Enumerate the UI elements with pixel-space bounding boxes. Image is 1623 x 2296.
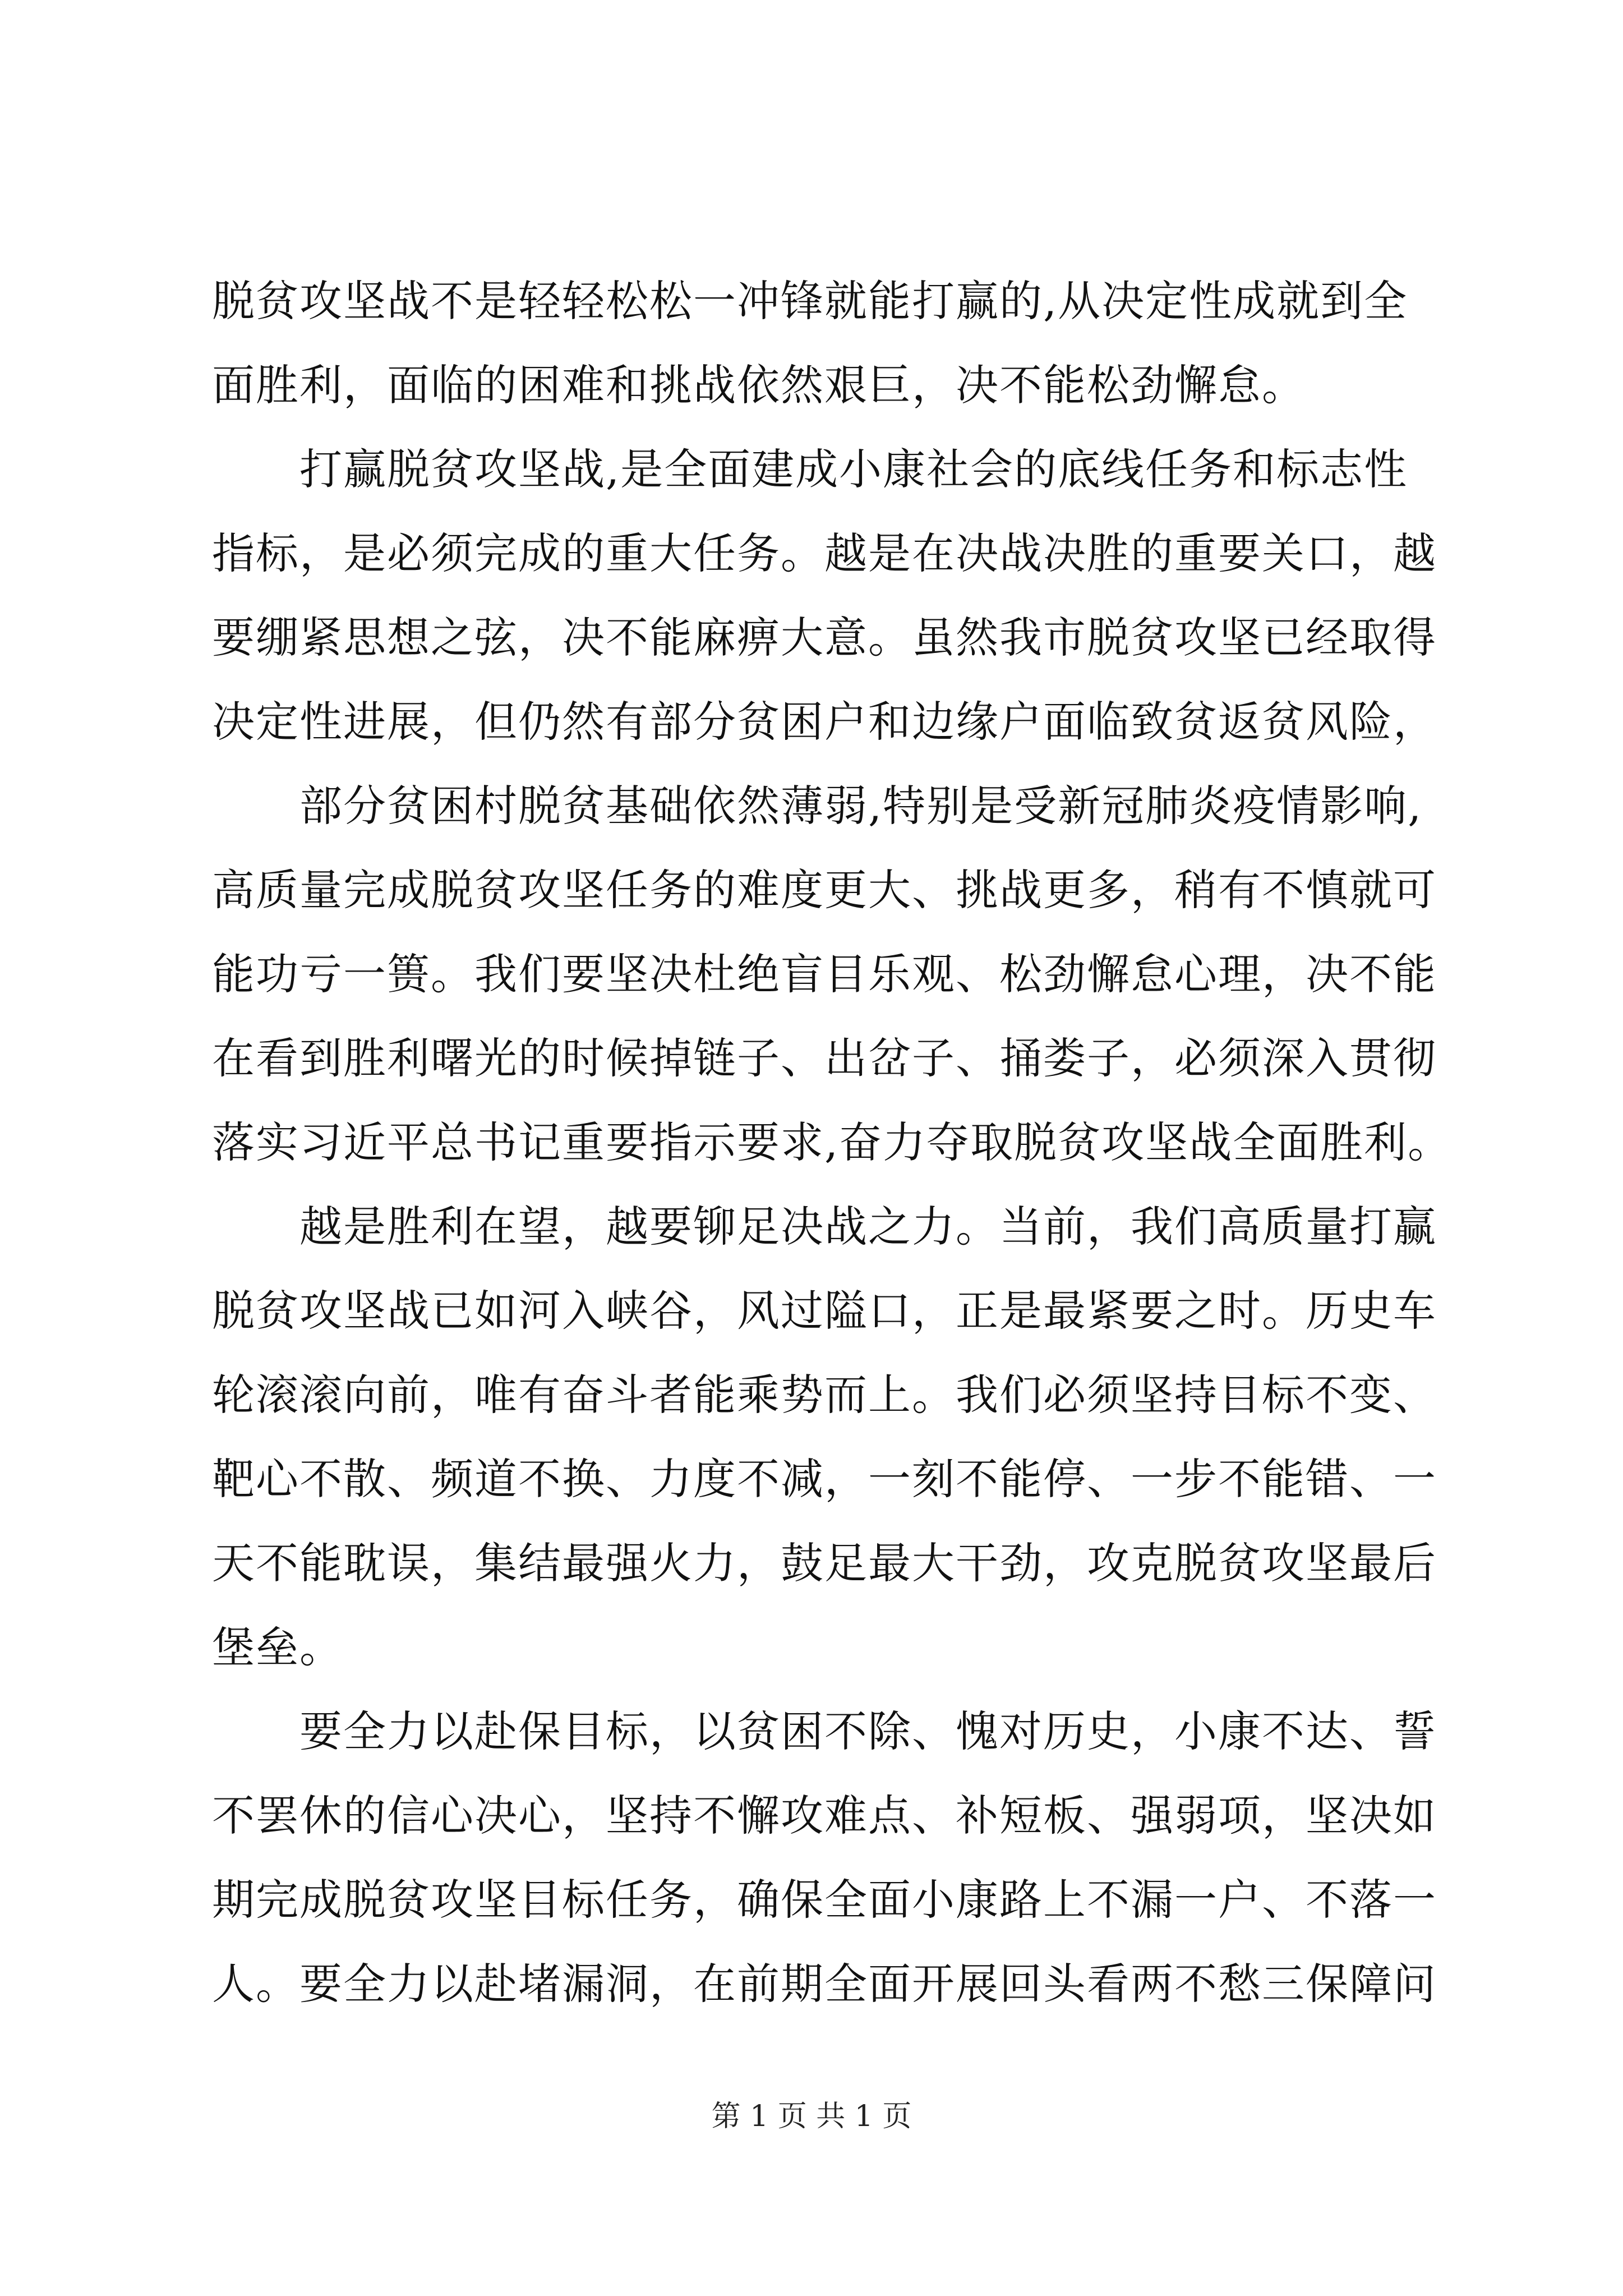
text-line: 轮滚滚向前，唯有奋斗者能乘势而上。我们必须坚持目标不变、 bbox=[212, 1370, 1437, 1420]
text-line: 打赢脱贫攻坚战,是全面建成小康社会的底线任务和标志性 bbox=[212, 444, 1408, 494]
text-line: 落实习近平总书记重要指示要求,奋力夺取脱贫攻坚战全面胜利。 bbox=[212, 1117, 1452, 1167]
text-line: 要绷紧思想之弦，决不能麻痹大意。虽然我市脱贫攻坚已经取得 bbox=[212, 613, 1437, 662]
text-line: 堡垒。 bbox=[212, 1622, 343, 1672]
page-footer: 第 1 页 共 1 页 bbox=[711, 2100, 912, 2133]
text-line: 指标，是必须完成的重大任务。越是在决战决胜的重要关口，越 bbox=[212, 528, 1437, 578]
text-line: 越是胜利在望，越要铆足决战之力。当前，我们高质量打赢 bbox=[212, 1202, 1437, 1251]
text-line: 决定性进展，但仍然有部分贫困户和边缘户面临致贫返贫风险， bbox=[212, 697, 1437, 747]
text-line: 部分贫困村脱贫基础依然薄弱,特别是受新冠肺炎疫情影响, bbox=[212, 781, 1423, 831]
text-line: 脱贫攻坚战不是轻轻松松一冲锋就能打赢的,从决定性成就到全 bbox=[212, 276, 1408, 326]
text-line: 不罢休的信心决心，坚持不懈攻难点、补短板、强弱项，坚决如 bbox=[212, 1791, 1437, 1841]
text-line: 要全力以赴保目标，以贫困不除、愧对历史，小康不达、誓 bbox=[212, 1706, 1437, 1756]
text-line: 脱贫攻坚战已如河入峡谷，风过隘口，正是最紧要之时。历史车 bbox=[212, 1286, 1437, 1336]
text-line: 靶心不散、频道不换、力度不减，一刻不能停、一步不能错、一 bbox=[212, 1454, 1437, 1504]
text-line: 在看到胜利曙光的时候掉链子、出岔子、捅娄子，必须深入贯彻 bbox=[212, 1033, 1437, 1083]
text-line: 能功亏一篑。我们要坚决杜绝盲目乐观、松劲懈怠心理，决不能 bbox=[212, 949, 1437, 999]
text-line: 面胜利，面临的困难和挑战依然艰巨，决不能松劲懈怠。 bbox=[212, 360, 1306, 410]
body-text bbox=[212, 259, 1452, 2026]
text-line: 期完成脱贫攻坚目标任务，确保全面小康路上不漏一户、不落一 bbox=[212, 1875, 1437, 1925]
text-line: 人。要全力以赴堵漏洞，在前期全面开展回头看两不愁三保障问 bbox=[212, 1959, 1437, 2009]
text-line: 高质量完成脱贫攻坚任务的难度更大、挑战更多，稍有不慎就可 bbox=[212, 865, 1437, 915]
text-line: 天不能耽误，集结最强火力，鼓足最大干劲，攻克脱贫攻坚最后 bbox=[212, 1538, 1437, 1588]
